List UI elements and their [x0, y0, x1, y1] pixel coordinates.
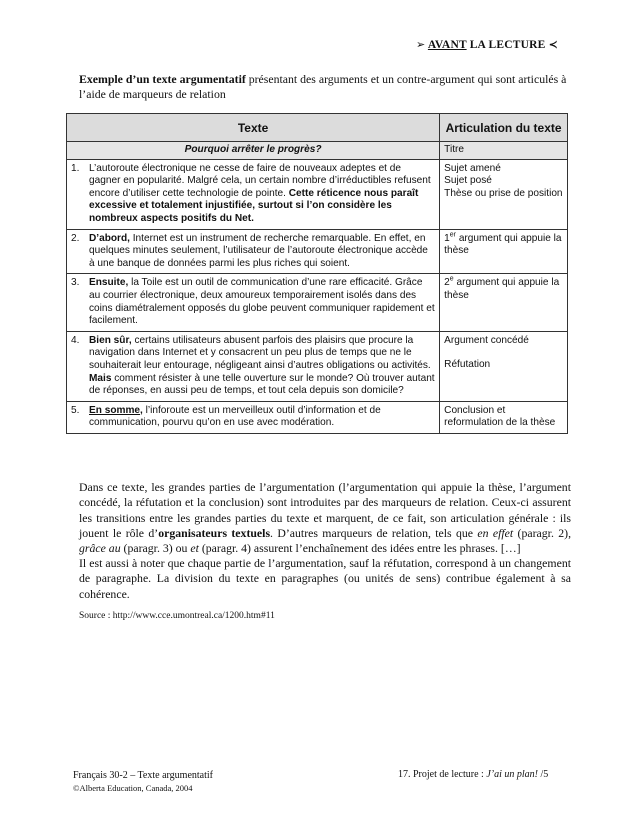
row-number: 1.	[71, 162, 80, 174]
table-title-row	[67, 142, 568, 160]
footer-right	[398, 769, 548, 780]
row3-text: la Toile est un outil de communication d’une rare efficacité. Grâce au courrier électronique, deux amoureux temporairement isolés dans des coins diamétralement opposés du globe peuvent communiquer rapidement et facilement.	[89, 277, 435, 327]
row-number: 4.	[71, 334, 80, 346]
table-row	[67, 331, 568, 401]
explanation-paragraph-2: Il est aussi à noter que chaque partie de l’argumentation, sauf la réfutation, correspond à un changement de paragraphe. La division du texte en paragraphes (ou unités de sens) contribue également à sa cohérence.	[79, 556, 571, 601]
row-number: 2.	[71, 232, 80, 244]
row1-text: L’autoroute électronique ne cesse de faire de nouveaux adeptes et de gagner en popularité. Malgré cela, un certain nombre d’irréductibles refusent encore d’utiliser cette technologie de pointe.	[89, 162, 431, 199]
table-row	[67, 229, 568, 274]
row1-bold: Cette réticence nous paraît excessive et totalement injustifiée, surtout si l’on considère les nombreux aspects positifs du Net.	[89, 187, 419, 224]
p1-part-i: (paragr. 4) assurent l’enchaînement des idées entre les phrases. […]	[198, 541, 521, 556]
footer-left	[73, 769, 213, 795]
intro-paragraph	[79, 72, 569, 102]
p1-part-g: (paragr. 3) ou	[120, 541, 191, 556]
footer-course: Français 30-2 – Texte argumentatif	[73, 770, 213, 781]
footer-plan: J’ai un plan!	[486, 769, 538, 780]
label-conclusion: Conclusion et reformulation de la thèse	[440, 401, 568, 433]
p1-part-e: (paragr. 2),	[513, 525, 572, 540]
col-header-texte: Texte	[67, 114, 440, 142]
explanation-paragraph-1	[79, 480, 571, 556]
row2-text: Internet est un instrument de recherche remarquable. En effet, en quelques minutes seulement, l’utilisateur de l’autoroute électronique accède à une banque de données parmi les plus riches qui soient.	[89, 232, 428, 269]
label-sujet-amene: Sujet amené	[444, 162, 501, 174]
p1-et: et	[190, 541, 199, 556]
footer-page: /5	[537, 769, 549, 780]
p1-part-c: . D’autres marqueurs de relation, tels que	[270, 525, 478, 540]
arrow-left-icon: ≺	[548, 38, 558, 51]
row-number: 3.	[71, 277, 80, 289]
label-arg1-rest: argument qui appuie la thèse	[444, 232, 562, 257]
row4-text2: comment résister à une telle ouverture sur le monde? Où trouver autant de réponses, en aussi peu de temps, et tout cela depuis son domicile?	[89, 372, 435, 397]
table-row	[67, 159, 568, 229]
col-header-articulation: Articulation du texte	[440, 114, 568, 142]
table-row	[67, 401, 568, 433]
row5-marker: En somme,	[89, 404, 143, 416]
argument-table	[66, 113, 568, 434]
intro-rest: présentant des arguments et un contre-argument qui sont articulés à l’aide de marqueurs de relation	[79, 72, 567, 101]
label-arg2-num: 2	[444, 277, 450, 289]
row-number: 5.	[71, 404, 80, 416]
p1-part-a: Dans ce texte, les grandes parties de l’argumentation (l’argumentation qui appuie la thèse, l’argument concédé, la réfutation et la conclusion) sont introduites par des marqueurs de relation. Ceux-ci assurent les transitions entre les grandes parties du texte et marquent, de ce fait, son articulation générale : ils jouent le rôle d’	[79, 480, 571, 540]
p1-organisateurs: organisateurs textuels	[158, 525, 271, 540]
label-arg2-sup: e	[449, 275, 454, 283]
label-sujet-pose: Sujet posé	[444, 175, 492, 187]
title-text: Pourquoi arrêter le progrès?	[67, 142, 440, 160]
row4-marker: Bien sûr,	[89, 334, 132, 346]
label-refutation: Réfutation	[444, 359, 491, 371]
table-header-row	[67, 114, 568, 142]
label-arg2-rest: argument qui appuie la thèse	[444, 277, 560, 301]
label-arg1-num: 1	[444, 232, 450, 244]
footer-project: 17. Projet de lecture :	[398, 769, 487, 780]
section-header	[416, 38, 558, 51]
row4-marker2: Mais	[89, 372, 112, 384]
table-row	[67, 274, 568, 331]
label-arg1-sup: er	[449, 231, 457, 239]
arrow-right-icon: ➢	[416, 38, 426, 51]
label-argument-concede: Argument concédé	[444, 334, 529, 346]
row4-text1: certains utilisateurs abusent parfois des plaisirs que procure la navigation dans Internet et y consacrent un peu plus de temps que ne le souhaiterait leur entourage, négligeant ainsi d’autres obligations ou activités.	[89, 334, 431, 371]
title-label: Titre	[440, 142, 568, 160]
row5-text: l’inforoute est un merveilleux outil d’information et de communication, pourvu qu’on en use avec modération.	[89, 404, 381, 429]
p1-en-effet: en effet	[477, 525, 514, 540]
source-citation: Source : http://www.cce.umontreal.ca/1200.htm#11	[79, 611, 275, 621]
row3-marker: Ensuite,	[89, 277, 129, 289]
intro-bold: Exemple d’un texte argumentatif	[79, 72, 246, 86]
label-these: Thèse ou prise de position	[444, 187, 563, 199]
header-rest: LA LECTURE	[469, 39, 546, 51]
row2-marker: D’abord,	[89, 232, 130, 244]
footer-copyright: ©Alberta Education, Canada, 2004	[73, 783, 193, 793]
p1-grace-au: grâce au	[79, 541, 121, 556]
header-avant: AVANT	[427, 39, 467, 51]
